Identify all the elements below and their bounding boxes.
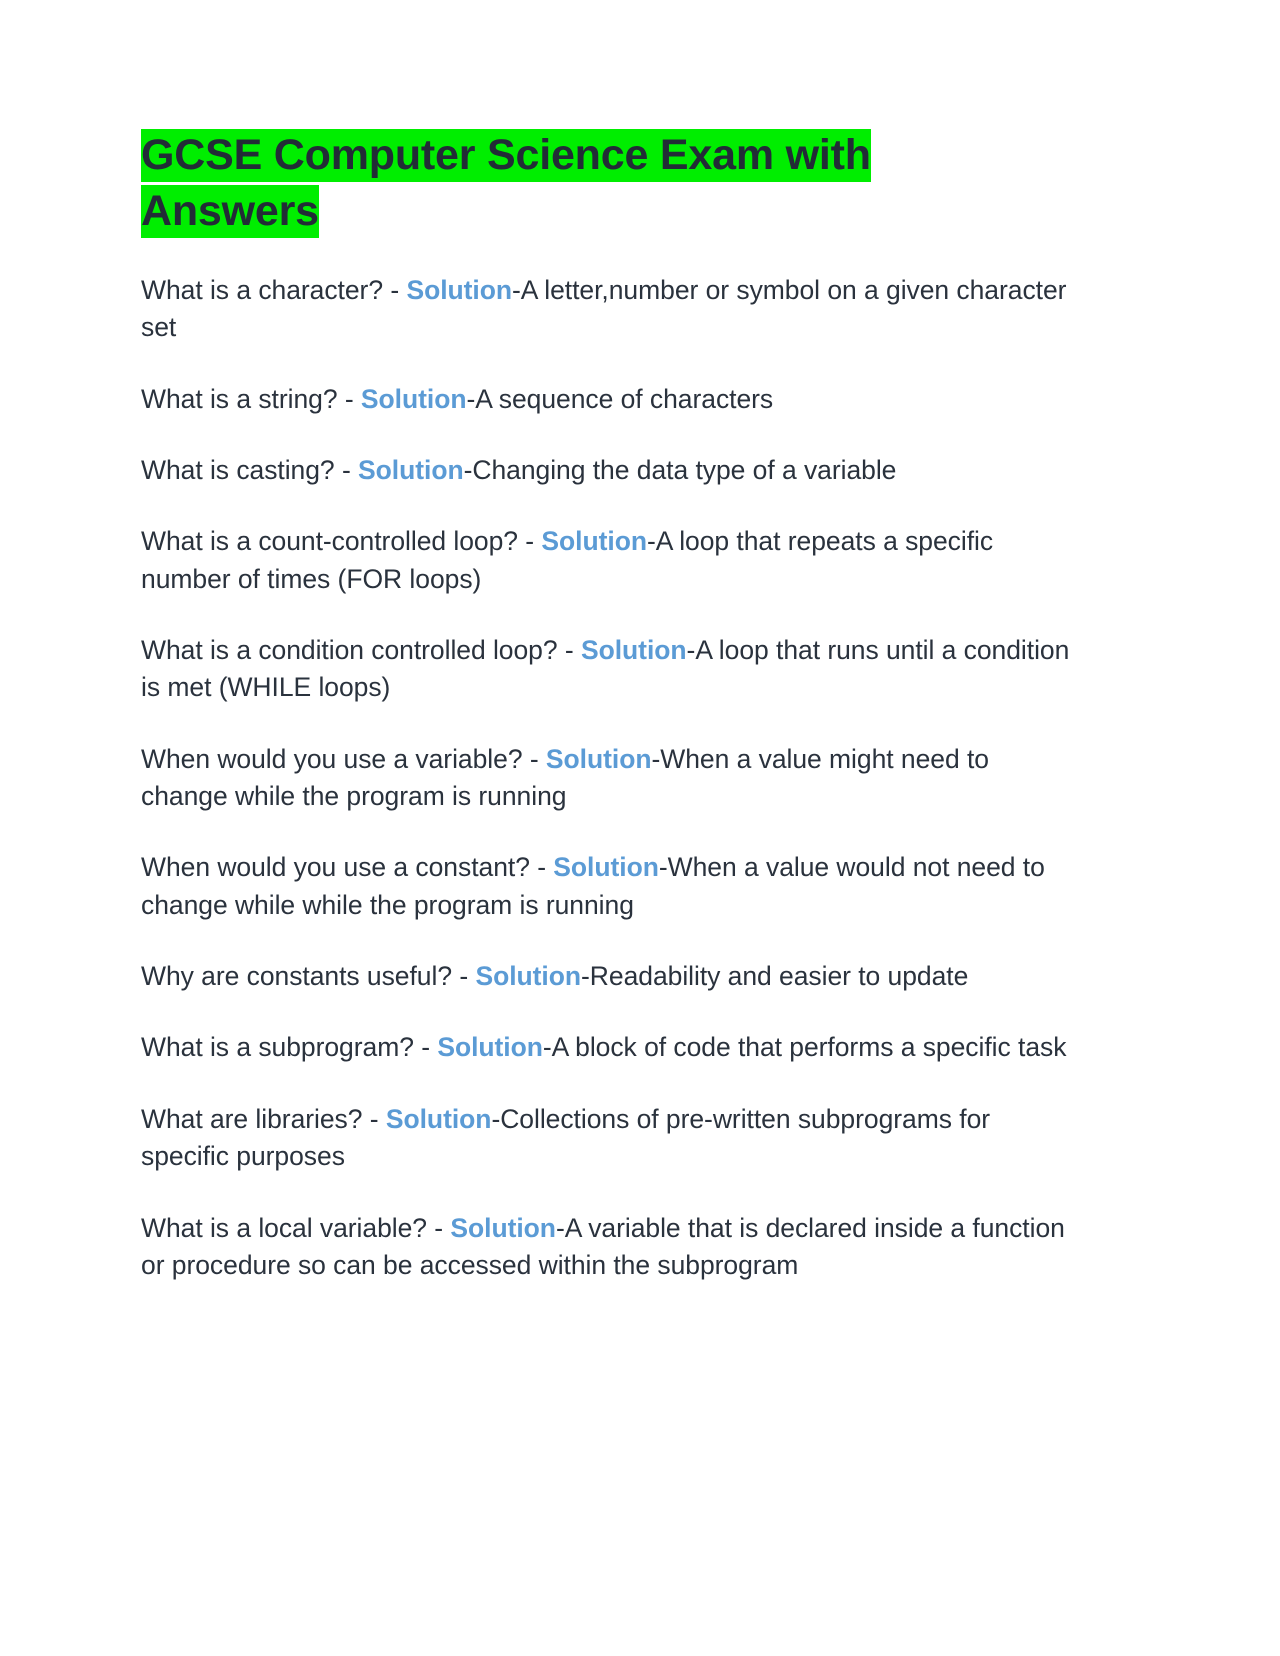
question-answer-separator: - <box>334 454 359 485</box>
question-text: What is a count-controlled loop? <box>141 526 518 557</box>
qa-item <box>141 1101 1071 1176</box>
answer-text: -When a value might need to change while the program is running <box>141 743 989 812</box>
question-text: What is a character? <box>141 274 384 305</box>
qa-item <box>141 452 1071 489</box>
answer-text: -A variable that is declared inside a function or procedure so can be accessed within the subprogram <box>141 1212 1065 1280</box>
qa-item <box>141 958 1071 995</box>
answer-text: -Readability and easier to update <box>581 961 969 992</box>
question-text: What is a local variable? <box>141 1212 427 1243</box>
qa-item <box>141 741 1071 816</box>
question-text: What is a subprogram? <box>141 1032 414 1063</box>
answer-text: -A block of code that performs a specific task <box>542 1032 1067 1063</box>
question-answer-separator: - <box>557 634 581 665</box>
answer-text: -Collections of pre-written subprograms for specific purposes <box>141 1103 991 1172</box>
solution-label: Solution <box>541 526 647 557</box>
question-answer-separator: - <box>383 274 407 305</box>
solution-label: Solution <box>360 383 467 414</box>
answer-text: -Changing the data type of a variable <box>463 454 897 485</box>
answer-text: -When a value would not need to change while while the program is running <box>141 852 1045 920</box>
solution-label: Solution <box>406 274 513 305</box>
answer-text: -A sequence of characters <box>466 383 774 414</box>
page-title <box>141 128 981 240</box>
question-text: Why are constants useful? <box>141 961 453 992</box>
solution-label: Solution <box>358 454 464 485</box>
solution-label: Solution <box>475 961 582 992</box>
solution-label: Solution <box>450 1212 556 1243</box>
question-text: When would you use a variable? <box>141 743 523 774</box>
question-text: What is casting? <box>141 454 335 485</box>
question-answer-separator: - <box>413 1032 438 1063</box>
qa-item <box>141 1210 1071 1285</box>
question-text: When would you use a constant? <box>141 852 530 883</box>
solution-label: Solution <box>545 743 652 774</box>
question-answer-separator: - <box>362 1103 386 1134</box>
question-text: What is a condition controlled loop? <box>141 634 558 665</box>
solution-label: Solution <box>437 1032 543 1063</box>
solution-label: Solution <box>553 852 659 883</box>
question-answer-separator: - <box>337 383 361 414</box>
qa-item <box>141 632 1071 707</box>
question-answer-separator: - <box>426 1212 451 1243</box>
page-title-line-1: GCSE Computer Science Exam with <box>141 129 871 182</box>
question-answer-separator: - <box>517 526 542 557</box>
page-title-line-2: Answers <box>141 185 319 238</box>
answer-text: -A letter,number or symbol on a given character set <box>141 274 1067 343</box>
qa-item <box>141 381 1071 418</box>
answer-text: -A loop that repeats a specific number of times (FOR loops) <box>141 526 994 594</box>
answer-text: -A loop that runs until a condition is met (WHILE loops) <box>141 634 1070 703</box>
qa-item <box>141 272 1071 347</box>
qa-list <box>141 272 1082 1284</box>
question-answer-separator: - <box>529 852 554 883</box>
question-answer-separator: - <box>522 743 546 774</box>
qa-item <box>141 849 1071 924</box>
question-text: What is a string? <box>141 383 338 414</box>
qa-item <box>141 1029 1071 1066</box>
qa-item <box>141 523 1071 598</box>
solution-label: Solution <box>580 634 687 665</box>
question-answer-separator: - <box>452 961 476 992</box>
question-text: What are libraries? <box>141 1103 363 1134</box>
solution-label: Solution <box>385 1103 492 1134</box>
